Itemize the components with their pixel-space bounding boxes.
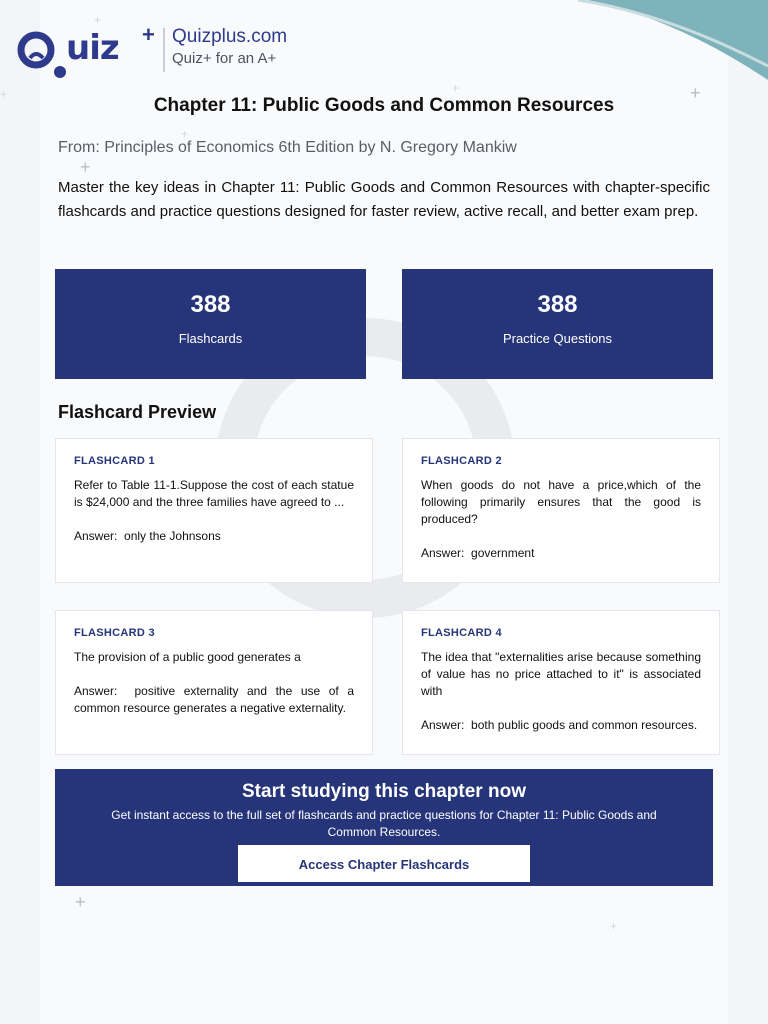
flashcard-card[interactable]	[402, 610, 720, 755]
cta-heading: Start studying this chapter now	[242, 781, 526, 802]
answer-label: Answer:	[421, 546, 465, 560]
flashcard-question: The provision of a public good generates a	[74, 650, 301, 664]
answer-text: positive externality and the use of a common resource generates a negative externality.	[74, 684, 354, 715]
cta-banner	[55, 769, 713, 886]
book-source: From: Principles of Economics 6th Edition by N. Gregory Mankiw	[58, 139, 517, 156]
quizplus-logo[interactable]	[16, 22, 288, 80]
flashcard-card[interactable]	[402, 438, 720, 583]
answer-text: government	[471, 546, 535, 560]
flashcard-answer	[421, 717, 701, 734]
access-flashcards-button[interactable]: Access Chapter Flashcards	[238, 845, 530, 882]
flashcard-question: When goods do not have a price,which of the following primarily ensures that the good is produced?	[421, 478, 701, 526]
flashcard-answer	[74, 528, 354, 545]
practice-questions-count-box[interactable]	[402, 269, 713, 379]
flashcard-preview-title: Flashcard Preview	[58, 402, 217, 422]
flashcards-count-box[interactable]	[55, 269, 366, 379]
site-name: Quizplus.com	[172, 26, 288, 47]
answer-label: Answer:	[421, 718, 465, 732]
answer-text: only the Johnsons	[124, 529, 221, 543]
site-tagline: Quiz+ for an A+	[172, 50, 277, 67]
plus-decoration-icon: +	[452, 81, 460, 95]
plus-decoration-icon: +	[80, 157, 91, 177]
plus-decoration-icon: +	[75, 892, 86, 912]
plus-decoration-icon: +	[181, 127, 189, 141]
flashcard-card[interactable]	[55, 438, 373, 583]
answer-label: Answer:	[74, 529, 118, 543]
flashcard-tag: FLASHCARD 3	[74, 627, 155, 639]
flashcard-answer	[421, 545, 701, 562]
stat-number: 388	[537, 291, 578, 318]
plus-decoration-icon: +	[690, 83, 701, 103]
flashcard-answer	[74, 683, 354, 717]
flashcard-tag: FLASHCARD 4	[421, 627, 502, 639]
flashcard-question: The idea that "externalities arise because something of value has no price attached to it" is associated with	[421, 650, 701, 698]
logo-wordmark: uiz	[66, 28, 119, 68]
flashcard-question: Refer to Table 11-1.Suppose the cost of each statue is $24,000 and the three families have agreed to ...	[74, 478, 354, 509]
answer-label: Answer:	[74, 684, 118, 698]
flashcard-tag: FLASHCARD 2	[421, 455, 502, 467]
logo-divider	[163, 28, 165, 72]
flashcard-tag: FLASHCARD 1	[74, 455, 155, 467]
chapter-intro: Master the key ideas in Chapter 11: Public Goods and Common Resources with chapter-specific flashcards and practice questions designed for faster review, active recall, and better exam prep.	[58, 179, 710, 220]
stat-label: Flashcards	[178, 331, 243, 346]
logo-plus: +	[142, 22, 155, 47]
corner-decoration	[568, 0, 768, 80]
cta-text: Get instant access to the full set of flashcards and practice questions for Chapter 11: Public Goods and Common Resources.	[111, 808, 657, 839]
plus-decoration-icon: +	[0, 87, 8, 101]
plus-decoration-icon: +	[610, 919, 618, 933]
q-magnifier-icon	[16, 28, 66, 78]
stat-number: 388	[190, 291, 231, 318]
answer-text: both public goods and common resources.	[471, 718, 698, 732]
stat-label: Practice Questions	[502, 331, 613, 346]
plus-decoration-icon: +	[94, 13, 102, 27]
page-title: Chapter 11: Public Goods and Common Resources	[153, 95, 615, 116]
flashcard-card[interactable]	[55, 610, 373, 755]
